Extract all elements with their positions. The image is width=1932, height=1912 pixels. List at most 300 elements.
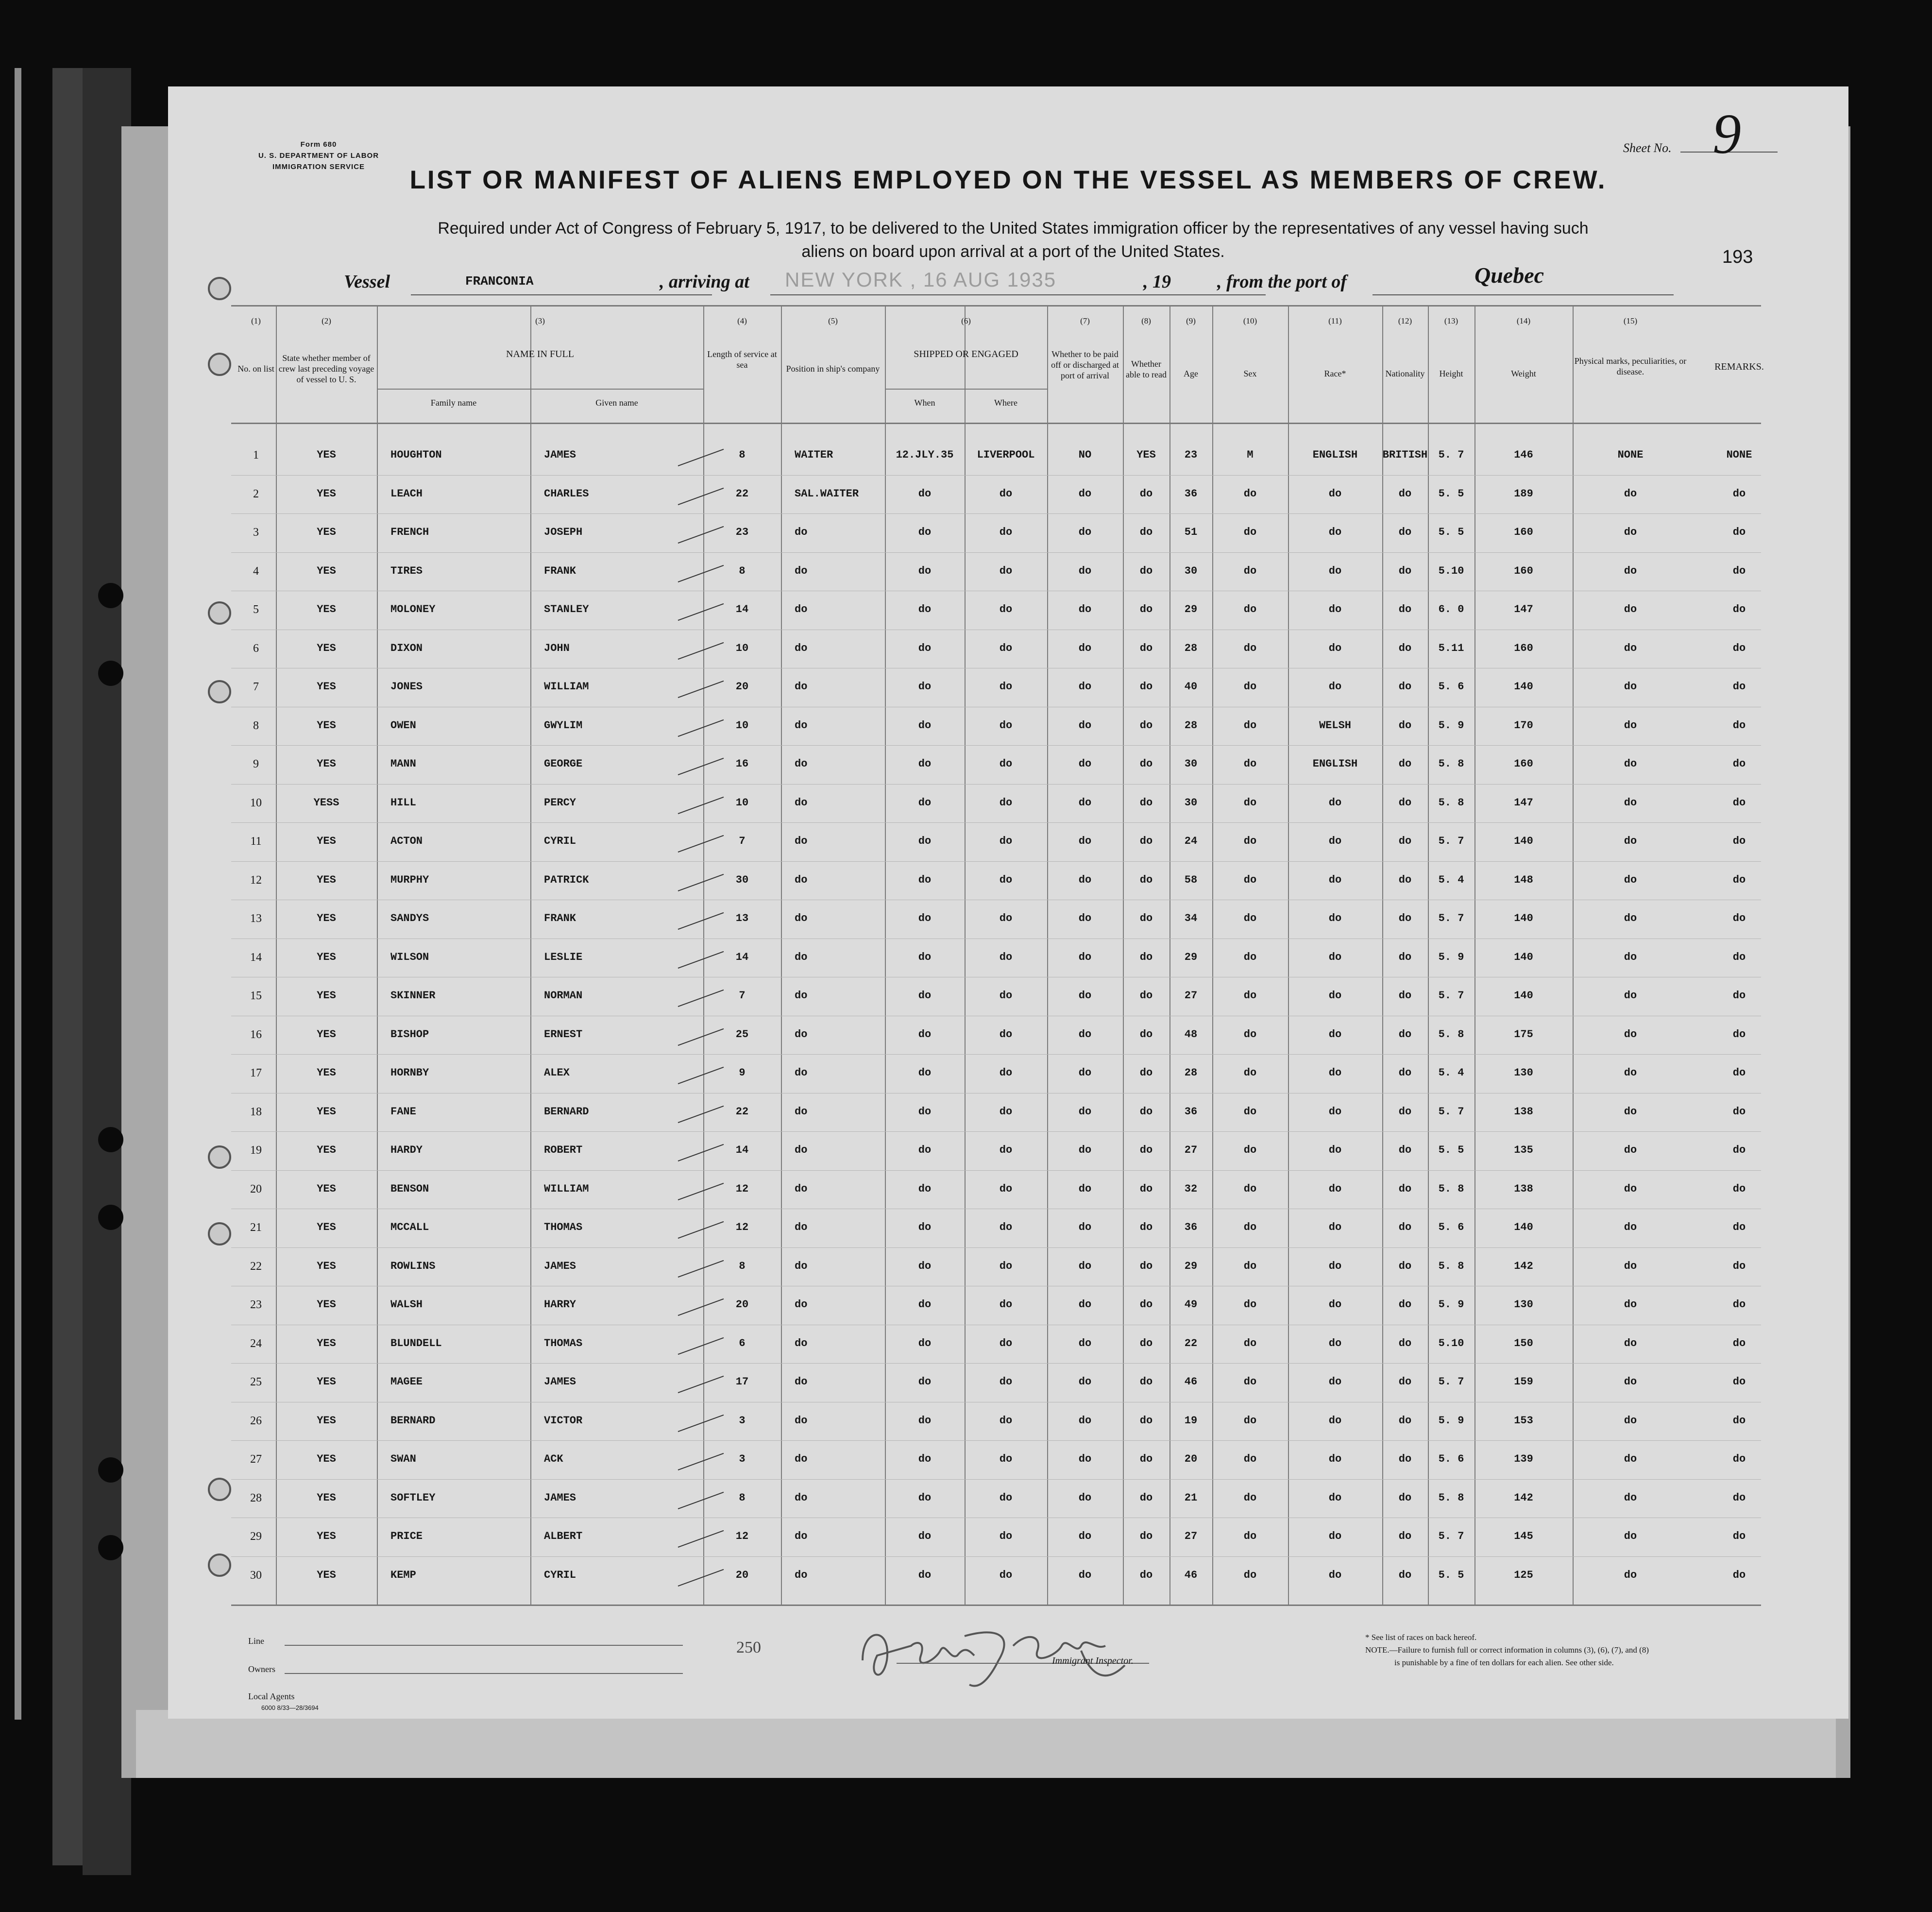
cell-where: do xyxy=(999,642,1013,654)
manifest-sheet xyxy=(168,86,1848,1719)
cell-weight: 175 xyxy=(1514,1028,1533,1041)
cell-remarks: do xyxy=(1732,526,1746,538)
cell-when: do xyxy=(918,1298,932,1311)
cell-given: STANLEY xyxy=(544,603,589,615)
cell-weight: 160 xyxy=(1514,564,1533,577)
cell-no: 3 xyxy=(253,526,259,539)
cell-family: MOLONEY xyxy=(390,603,436,615)
cell-sex: do xyxy=(1243,487,1257,500)
cell-height: 5.11 xyxy=(1438,642,1464,654)
backdrop-strip xyxy=(15,68,21,1720)
cell-height: 5. 9 xyxy=(1438,1298,1464,1311)
cell-nationality: do xyxy=(1398,1182,1412,1195)
cell-read: do xyxy=(1139,1182,1153,1195)
cell-nationality: do xyxy=(1398,873,1412,886)
column-header: Sex xyxy=(1243,369,1257,378)
cell-yes: YES xyxy=(317,1337,336,1349)
cell-age: 36 xyxy=(1184,1221,1198,1233)
cell-marks: do xyxy=(1624,796,1637,809)
cell-height: 5.10 xyxy=(1438,564,1464,577)
cell-given: CHARLES xyxy=(544,487,589,500)
year-label: , 19 xyxy=(1143,272,1171,292)
row-rule xyxy=(231,552,1761,553)
cell-service: 22 xyxy=(735,1105,749,1118)
cell-remarks: do xyxy=(1732,681,1746,693)
reinforcement-ring xyxy=(208,601,231,625)
cell-race: WELSH xyxy=(1319,719,1351,732)
cell-marks: do xyxy=(1624,1105,1637,1118)
cell-given: CYRIL xyxy=(544,1569,576,1581)
column-header: (4) xyxy=(737,316,747,325)
cell-position: do xyxy=(795,1182,808,1195)
cell-nationality: do xyxy=(1398,796,1412,809)
cell-race: do xyxy=(1328,1028,1342,1041)
cell-paid: do xyxy=(1078,1298,1092,1311)
cell-when: do xyxy=(918,564,932,577)
cell-remarks: NONE xyxy=(1726,449,1752,461)
binder-hole xyxy=(98,1457,123,1483)
cell-age: 46 xyxy=(1184,1569,1198,1581)
cell-family: DIXON xyxy=(390,642,423,654)
row-rule xyxy=(231,1479,1761,1480)
row-rule xyxy=(231,822,1761,823)
cell-no: 5 xyxy=(253,603,259,616)
cell-service: 3 xyxy=(739,1453,746,1465)
cell-position: do xyxy=(795,1028,808,1041)
cell-no: 12 xyxy=(250,873,262,887)
owners-label: Owners xyxy=(248,1664,275,1674)
cell-where: do xyxy=(999,1182,1013,1195)
local-agents-label: Local Agents xyxy=(248,1691,295,1701)
cell-when: do xyxy=(918,1414,932,1427)
cell-height: 5. 8 xyxy=(1438,1182,1464,1195)
cell-position: do xyxy=(795,1298,808,1311)
cell-height: 5. 6 xyxy=(1438,681,1464,693)
cell-age: 36 xyxy=(1184,487,1198,500)
cell-when: do xyxy=(918,1182,932,1195)
cell-family: PRICE xyxy=(390,1530,423,1542)
cell-race: do xyxy=(1328,1105,1342,1118)
cell-sex: do xyxy=(1243,873,1257,886)
cell-remarks: do xyxy=(1732,564,1746,577)
column-header: Height xyxy=(1439,369,1463,378)
cell-marks: do xyxy=(1624,1453,1637,1465)
reinforcement-ring xyxy=(208,1478,231,1501)
cell-no: 17 xyxy=(250,1067,262,1079)
cell-paid: do xyxy=(1078,1221,1092,1233)
cell-height: 5. 8 xyxy=(1438,796,1464,809)
cell-weight: 139 xyxy=(1514,1453,1533,1465)
binder-hole xyxy=(98,1127,123,1152)
table-bottom-rule xyxy=(231,1605,1761,1606)
cell-given: GWYLIM xyxy=(544,719,583,732)
cell-where: do xyxy=(999,1414,1013,1427)
cell-position: do xyxy=(795,796,808,809)
column-header: (3) xyxy=(535,316,545,325)
cell-yes: YES xyxy=(317,487,336,500)
arrival-date-stamp: NEW YORK , 16 AUG 1935 xyxy=(785,268,1057,291)
cell-read: do xyxy=(1139,1105,1153,1118)
cell-marks: do xyxy=(1624,1491,1637,1504)
cell-nationality: do xyxy=(1398,603,1412,615)
cell-given: JAMES xyxy=(544,1260,576,1272)
cell-marks: do xyxy=(1624,1144,1637,1156)
cell-sex: do xyxy=(1243,719,1257,732)
row-rule xyxy=(231,1247,1761,1248)
cell-family: SANDYS xyxy=(390,912,429,924)
cell-given: ALEX xyxy=(544,1067,570,1079)
cell-age: 29 xyxy=(1184,951,1198,963)
column-header: Family name xyxy=(430,398,477,408)
row-rule xyxy=(231,1440,1761,1441)
cell-service: 10 xyxy=(735,642,749,654)
column-header: Given name xyxy=(595,398,638,408)
cell-when: do xyxy=(918,1260,932,1272)
cell-when: do xyxy=(918,487,932,500)
cell-family: ACTON xyxy=(390,835,423,847)
cell-when: do xyxy=(918,1569,932,1581)
inspector-label: Immigrant Inspector. xyxy=(1052,1656,1134,1666)
cell-when: do xyxy=(918,681,932,693)
cell-weight: 148 xyxy=(1514,873,1533,886)
cell-remarks: do xyxy=(1732,1028,1746,1041)
cell-read: do xyxy=(1139,796,1153,809)
cell-paid: do xyxy=(1078,990,1092,1002)
cell-age: 20 xyxy=(1184,1453,1198,1465)
cell-when: do xyxy=(918,1453,932,1465)
cell-no: 6 xyxy=(253,642,259,655)
cell-sex: do xyxy=(1243,1569,1257,1581)
cell-when: do xyxy=(918,1376,932,1388)
cell-nationality: do xyxy=(1398,526,1412,538)
cell-position: do xyxy=(795,873,808,886)
cell-remarks: do xyxy=(1732,642,1746,654)
column-header: REMARKS. xyxy=(1714,361,1764,372)
cell-paid: do xyxy=(1078,487,1092,500)
cell-paid: do xyxy=(1078,912,1092,924)
cell-remarks: do xyxy=(1732,1144,1746,1156)
binder-hole xyxy=(98,1535,123,1560)
cell-nationality: do xyxy=(1398,1144,1412,1156)
table-top-rule xyxy=(231,305,1761,307)
cell-yes: YES xyxy=(317,990,336,1002)
cell-read: do xyxy=(1139,1337,1153,1349)
cell-where: do xyxy=(999,1144,1013,1156)
cell-marks: do xyxy=(1624,1221,1637,1233)
cell-position: do xyxy=(795,758,808,770)
cell-no: 21 xyxy=(250,1221,262,1234)
column-rule xyxy=(377,305,378,1605)
cell-race: do xyxy=(1328,1376,1342,1388)
cell-position: do xyxy=(795,1144,808,1156)
cell-age: 58 xyxy=(1184,873,1198,886)
cell-age: 19 xyxy=(1184,1414,1198,1427)
cell-service: 8 xyxy=(739,1491,746,1504)
cell-read: do xyxy=(1139,758,1153,770)
cell-read: do xyxy=(1139,951,1153,963)
reinforcement-ring xyxy=(208,680,231,703)
cell-no: 9 xyxy=(253,758,259,770)
cell-height: 6. 0 xyxy=(1438,603,1464,615)
cell-paid: do xyxy=(1078,796,1092,809)
column-header: (11) xyxy=(1328,316,1342,325)
cell-no: 10 xyxy=(250,796,262,809)
cell-service: 8 xyxy=(739,564,746,577)
cell-yes: YES xyxy=(317,1105,336,1118)
cell-weight: 147 xyxy=(1514,603,1533,615)
cell-height: 5. 5 xyxy=(1438,487,1464,500)
cell-race: do xyxy=(1328,603,1342,615)
cell-when: do xyxy=(918,951,932,963)
cell-paid: do xyxy=(1078,564,1092,577)
cell-family: SOFTLEY xyxy=(390,1491,436,1504)
cell-given: CYRIL xyxy=(544,835,576,847)
cell-paid: do xyxy=(1078,1028,1092,1041)
cell-weight: 138 xyxy=(1514,1182,1533,1195)
row-rule xyxy=(231,1556,1761,1557)
cell-sex: do xyxy=(1243,1414,1257,1427)
cell-race: do xyxy=(1328,1337,1342,1349)
cell-weight: 140 xyxy=(1514,835,1533,847)
cell-read: do xyxy=(1139,681,1153,693)
column-header: Race* xyxy=(1324,369,1346,378)
penalty-note-cont: is punishable by a fine of ten dollars for each alien. See other side. xyxy=(1394,1658,1614,1667)
cell-no: 30 xyxy=(250,1569,262,1582)
cell-when: do xyxy=(918,526,932,538)
cell-service: 20 xyxy=(735,681,749,693)
cell-read: do xyxy=(1139,873,1153,886)
cell-yes: YES xyxy=(317,1530,336,1542)
cell-when: do xyxy=(918,912,932,924)
cell-remarks: do xyxy=(1732,912,1746,924)
cell-yes: YES xyxy=(317,835,336,847)
cell-height: 5. 6 xyxy=(1438,1453,1464,1465)
cell-where: do xyxy=(999,1105,1013,1118)
cell-paid: do xyxy=(1078,642,1092,654)
subheader-rule xyxy=(377,389,703,390)
cell-yes: YES xyxy=(317,526,336,538)
cell-family: TIRES xyxy=(390,564,423,577)
cell-remarks: do xyxy=(1732,1182,1746,1195)
cell-age: 28 xyxy=(1184,1067,1198,1079)
cell-given: PATRICK xyxy=(544,873,589,886)
cell-race: do xyxy=(1328,1530,1342,1542)
cell-service: 22 xyxy=(735,487,749,500)
cell-marks: do xyxy=(1624,758,1637,770)
reinforcement-ring xyxy=(208,1222,231,1246)
cell-family: MANN xyxy=(390,758,416,770)
cell-read: do xyxy=(1139,1453,1153,1465)
cell-marks: do xyxy=(1624,873,1637,886)
column-header: Position in ship's company xyxy=(786,364,880,374)
cell-age: 28 xyxy=(1184,719,1198,732)
cell-sex: do xyxy=(1243,642,1257,654)
cell-service: 16 xyxy=(735,758,749,770)
cell-weight: 140 xyxy=(1514,1221,1533,1233)
cell-no: 26 xyxy=(250,1414,262,1427)
cell-yes: YES xyxy=(317,603,336,615)
cell-no: 18 xyxy=(250,1105,262,1118)
cell-remarks: do xyxy=(1732,1491,1746,1504)
cell-marks: do xyxy=(1624,681,1637,693)
reinforcement-ring xyxy=(208,1145,231,1169)
cell-where: do xyxy=(999,873,1013,886)
vessel-label: Vessel xyxy=(344,272,390,292)
vessel-name: FRANCONIA xyxy=(465,274,534,289)
cell-weight: 145 xyxy=(1514,1530,1533,1542)
cell-given: GEORGE xyxy=(544,758,583,770)
cell-position: do xyxy=(795,681,808,693)
cell-when: do xyxy=(918,603,932,615)
cell-position: do xyxy=(795,1260,808,1272)
cell-family: FANE xyxy=(390,1105,416,1118)
cell-remarks: do xyxy=(1732,1221,1746,1233)
cell-where: do xyxy=(999,1067,1013,1079)
cell-yes: YES xyxy=(317,642,336,654)
cell-weight: 170 xyxy=(1514,719,1533,732)
cell-paid: do xyxy=(1078,1067,1092,1079)
cell-read: do xyxy=(1139,1569,1153,1581)
column-header: (2) xyxy=(322,316,331,325)
page-title: LIST OR MANIFEST OF ALIENS EMPLOYED ON THE VESSEL AS MEMBERS OF CREW. xyxy=(409,166,1607,194)
cell-race: do xyxy=(1328,487,1342,500)
cell-read: do xyxy=(1139,487,1153,500)
cell-race: do xyxy=(1328,912,1342,924)
cell-nationality: do xyxy=(1398,719,1412,732)
cell-paid: do xyxy=(1078,1376,1092,1388)
column-header: (8) xyxy=(1141,316,1151,325)
cell-marks: do xyxy=(1624,1530,1637,1542)
cell-age: 36 xyxy=(1184,1105,1198,1118)
cell-sex: do xyxy=(1243,1298,1257,1311)
cell-when: do xyxy=(918,796,932,809)
cell-remarks: do xyxy=(1732,1453,1746,1465)
cell-given: JOSEPH xyxy=(544,526,583,538)
cell-family: SKINNER xyxy=(390,990,436,1002)
cell-where: do xyxy=(999,719,1013,732)
cell-remarks: do xyxy=(1732,1530,1746,1542)
cell-weight: 130 xyxy=(1514,1298,1533,1311)
cell-marks: do xyxy=(1624,564,1637,577)
cell-position: do xyxy=(795,564,808,577)
cell-where: do xyxy=(999,526,1013,538)
cell-when: do xyxy=(918,1221,932,1233)
departure-port: Quebec xyxy=(1474,263,1544,288)
cell-nationality: do xyxy=(1398,1337,1412,1349)
cell-marks: do xyxy=(1624,990,1637,1002)
cell-nationality: do xyxy=(1398,1298,1412,1311)
cell-race: do xyxy=(1328,564,1342,577)
cell-nationality: do xyxy=(1398,1067,1412,1079)
cell-marks: do xyxy=(1624,1067,1637,1079)
cell-sex: do xyxy=(1243,1067,1257,1079)
cell-service: 25 xyxy=(735,1028,749,1041)
cell-remarks: do xyxy=(1732,1569,1746,1581)
cell-service: 17 xyxy=(735,1376,749,1388)
cell-nationality: do xyxy=(1398,990,1412,1002)
row-rule xyxy=(231,1363,1761,1364)
cell-where: do xyxy=(999,1491,1013,1504)
column-header: Weight xyxy=(1511,369,1536,378)
cell-position: do xyxy=(795,603,808,615)
cell-yes: YES xyxy=(317,1221,336,1233)
column-header: State whether member of crew last preceding voyage of vessel to U. S. xyxy=(278,353,374,384)
cell-when: do xyxy=(918,1530,932,1542)
cell-sex: M xyxy=(1247,449,1254,461)
cell-nationality: do xyxy=(1398,1414,1412,1427)
cell-service: 20 xyxy=(735,1569,749,1581)
cell-read: do xyxy=(1139,835,1153,847)
cell-weight: 146 xyxy=(1514,449,1533,461)
row-rule xyxy=(231,513,1761,514)
cell-read: do xyxy=(1139,1144,1153,1156)
cell-sex: do xyxy=(1243,1453,1257,1465)
column-header: No. on list xyxy=(237,364,274,374)
cell-yes: YESS xyxy=(313,796,339,809)
column-header: (7) xyxy=(1080,316,1090,325)
cell-yes: YES xyxy=(317,951,336,963)
cell-where: do xyxy=(999,603,1013,615)
cell-marks: do xyxy=(1624,1414,1637,1427)
cell-given: HARRY xyxy=(544,1298,576,1311)
column-header: (13) xyxy=(1444,316,1458,325)
cell-no: 14 xyxy=(250,951,262,964)
cell-sex: do xyxy=(1243,1337,1257,1349)
cell-race: do xyxy=(1328,1298,1342,1311)
cell-race: do xyxy=(1328,835,1342,847)
column-header: Age xyxy=(1184,369,1198,378)
cell-family: HARDY xyxy=(390,1144,423,1156)
cell-family: HOUGHTON xyxy=(390,449,442,461)
cell-weight: 160 xyxy=(1514,758,1533,770)
cell-family: WALSH xyxy=(390,1298,423,1311)
cell-yes: YES xyxy=(317,1298,336,1311)
cell-no: 20 xyxy=(250,1182,262,1195)
cell-given: JAMES xyxy=(544,449,576,461)
cell-nationality: do xyxy=(1398,1569,1412,1581)
column-header: Whether to be paid off or discharged at port of arrival xyxy=(1051,349,1119,380)
column-header: Length of service at sea xyxy=(707,349,777,370)
cell-given: JAMES xyxy=(544,1491,576,1504)
cell-age: 23 xyxy=(1184,449,1198,461)
cell-family: WILSON xyxy=(390,951,429,963)
cell-sex: do xyxy=(1243,681,1257,693)
cell-service: 14 xyxy=(735,951,749,963)
cell-nationality: do xyxy=(1398,1028,1412,1041)
reinforcement-ring xyxy=(208,1554,231,1577)
cell-age: 27 xyxy=(1184,990,1198,1002)
cell-no: 1 xyxy=(253,449,259,461)
cell-position: do xyxy=(795,835,808,847)
cell-marks: do xyxy=(1624,1182,1637,1195)
cell-height: 5. 5 xyxy=(1438,1144,1464,1156)
cell-weight: 160 xyxy=(1514,526,1533,538)
cell-weight: 140 xyxy=(1514,681,1533,693)
cell-remarks: do xyxy=(1732,603,1746,615)
cell-paid: do xyxy=(1078,719,1092,732)
cell-when: do xyxy=(918,758,932,770)
cell-read: do xyxy=(1139,990,1153,1002)
cell-weight: 140 xyxy=(1514,951,1533,963)
cell-height: 5. 4 xyxy=(1438,1067,1464,1079)
cell-position: do xyxy=(795,526,808,538)
cell-sex: do xyxy=(1243,1260,1257,1272)
cell-remarks: do xyxy=(1732,1105,1746,1118)
cell-position: do xyxy=(795,1414,808,1427)
cell-given: FRANK xyxy=(544,564,576,577)
cell-height: 5. 4 xyxy=(1438,873,1464,886)
cell-given: VICTOR xyxy=(544,1414,583,1427)
